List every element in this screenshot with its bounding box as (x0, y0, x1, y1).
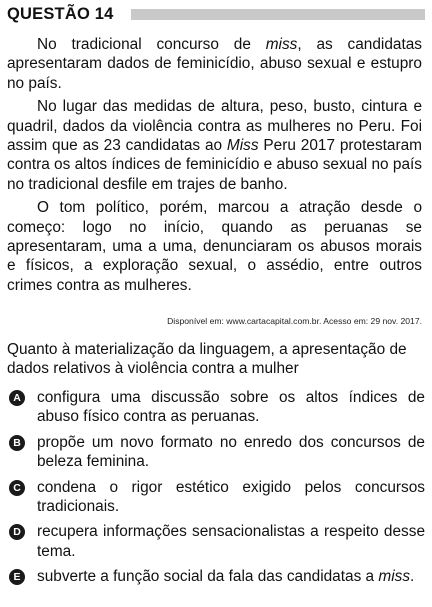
question-header (7, 5, 425, 23)
option-e-text-end: . (410, 568, 415, 586)
option-d-text: recupera informações sensacionalistas a respeito desse tema. (37, 523, 425, 560)
option-b-text: propõe um novo formato no enredo dos concursos de beleza feminina. (37, 433, 425, 471)
option-c-text: condena o rigor estético exigido pelos concursos tradicionais. (37, 478, 425, 516)
answer-options (7, 388, 425, 587)
option-e-text (37, 568, 414, 585)
passage-paragraph-3: O tom político, porém, marcou a atração desde o começo: logo no início, quando as peruanas se apresentaram, uma a uma, denunciaram os abusos morais e físicos, a exploração sexual, o assédio, entre outros crimes contra as mulheres. (7, 199, 422, 294)
passage (7, 35, 422, 295)
option-e-italic: miss (378, 568, 411, 586)
question-prompt: Quanto à materialização da linguagem, a apresentação de dados relativos à violência contra a mulher (7, 341, 407, 378)
option-b-badge: B (9, 435, 25, 451)
option-c-badge: C (9, 480, 25, 496)
paragraph-2-text-start: No lugar das medidas de altura, peso, busto, cintura e quadril, dados da violência contra as mulheres no Peru. Foi assim que as 23 candidatas ao (7, 98, 422, 155)
option-e-badge: E (9, 569, 25, 585)
option-a-text: configura uma discussão sobre os altos índices de abuso físico contra as peruanas. (37, 389, 425, 426)
paragraph-2-italic: Miss (226, 137, 259, 155)
option-e-text-start: subverte a função social da fala das candidatas a (37, 568, 379, 586)
option-b[interactable] (7, 433, 425, 472)
paragraph-1-text-end: , as candidatas apresentaram dados de feminicídio, abuso sexual e estupro no país. (7, 36, 422, 92)
passage-paragraph-2 (7, 97, 422, 194)
paragraph-1-text-start: No tradicional concurso de (37, 36, 266, 53)
paragraph-2-text-end: Peru 2017 protestaram contra os altos índices de feminicídio e abuso sexual no país no tradicional desfile em trajes de banho. (7, 137, 422, 193)
passage-source: Disponível em: www.cartacapital.com.br. Acesso em: 29 nov. 2017. (167, 316, 422, 326)
header-divider-bar (131, 9, 425, 20)
option-d-badge: D (9, 524, 25, 540)
option-c[interactable] (7, 478, 425, 517)
option-a-badge: A (9, 390, 25, 406)
option-d[interactable] (7, 522, 425, 561)
option-e[interactable] (7, 567, 425, 586)
option-a[interactable] (7, 388, 425, 427)
question-title: QUESTÃO 14 (7, 5, 118, 23)
passage-paragraph-1 (7, 35, 422, 93)
paragraph-1-italic: miss (265, 36, 298, 53)
